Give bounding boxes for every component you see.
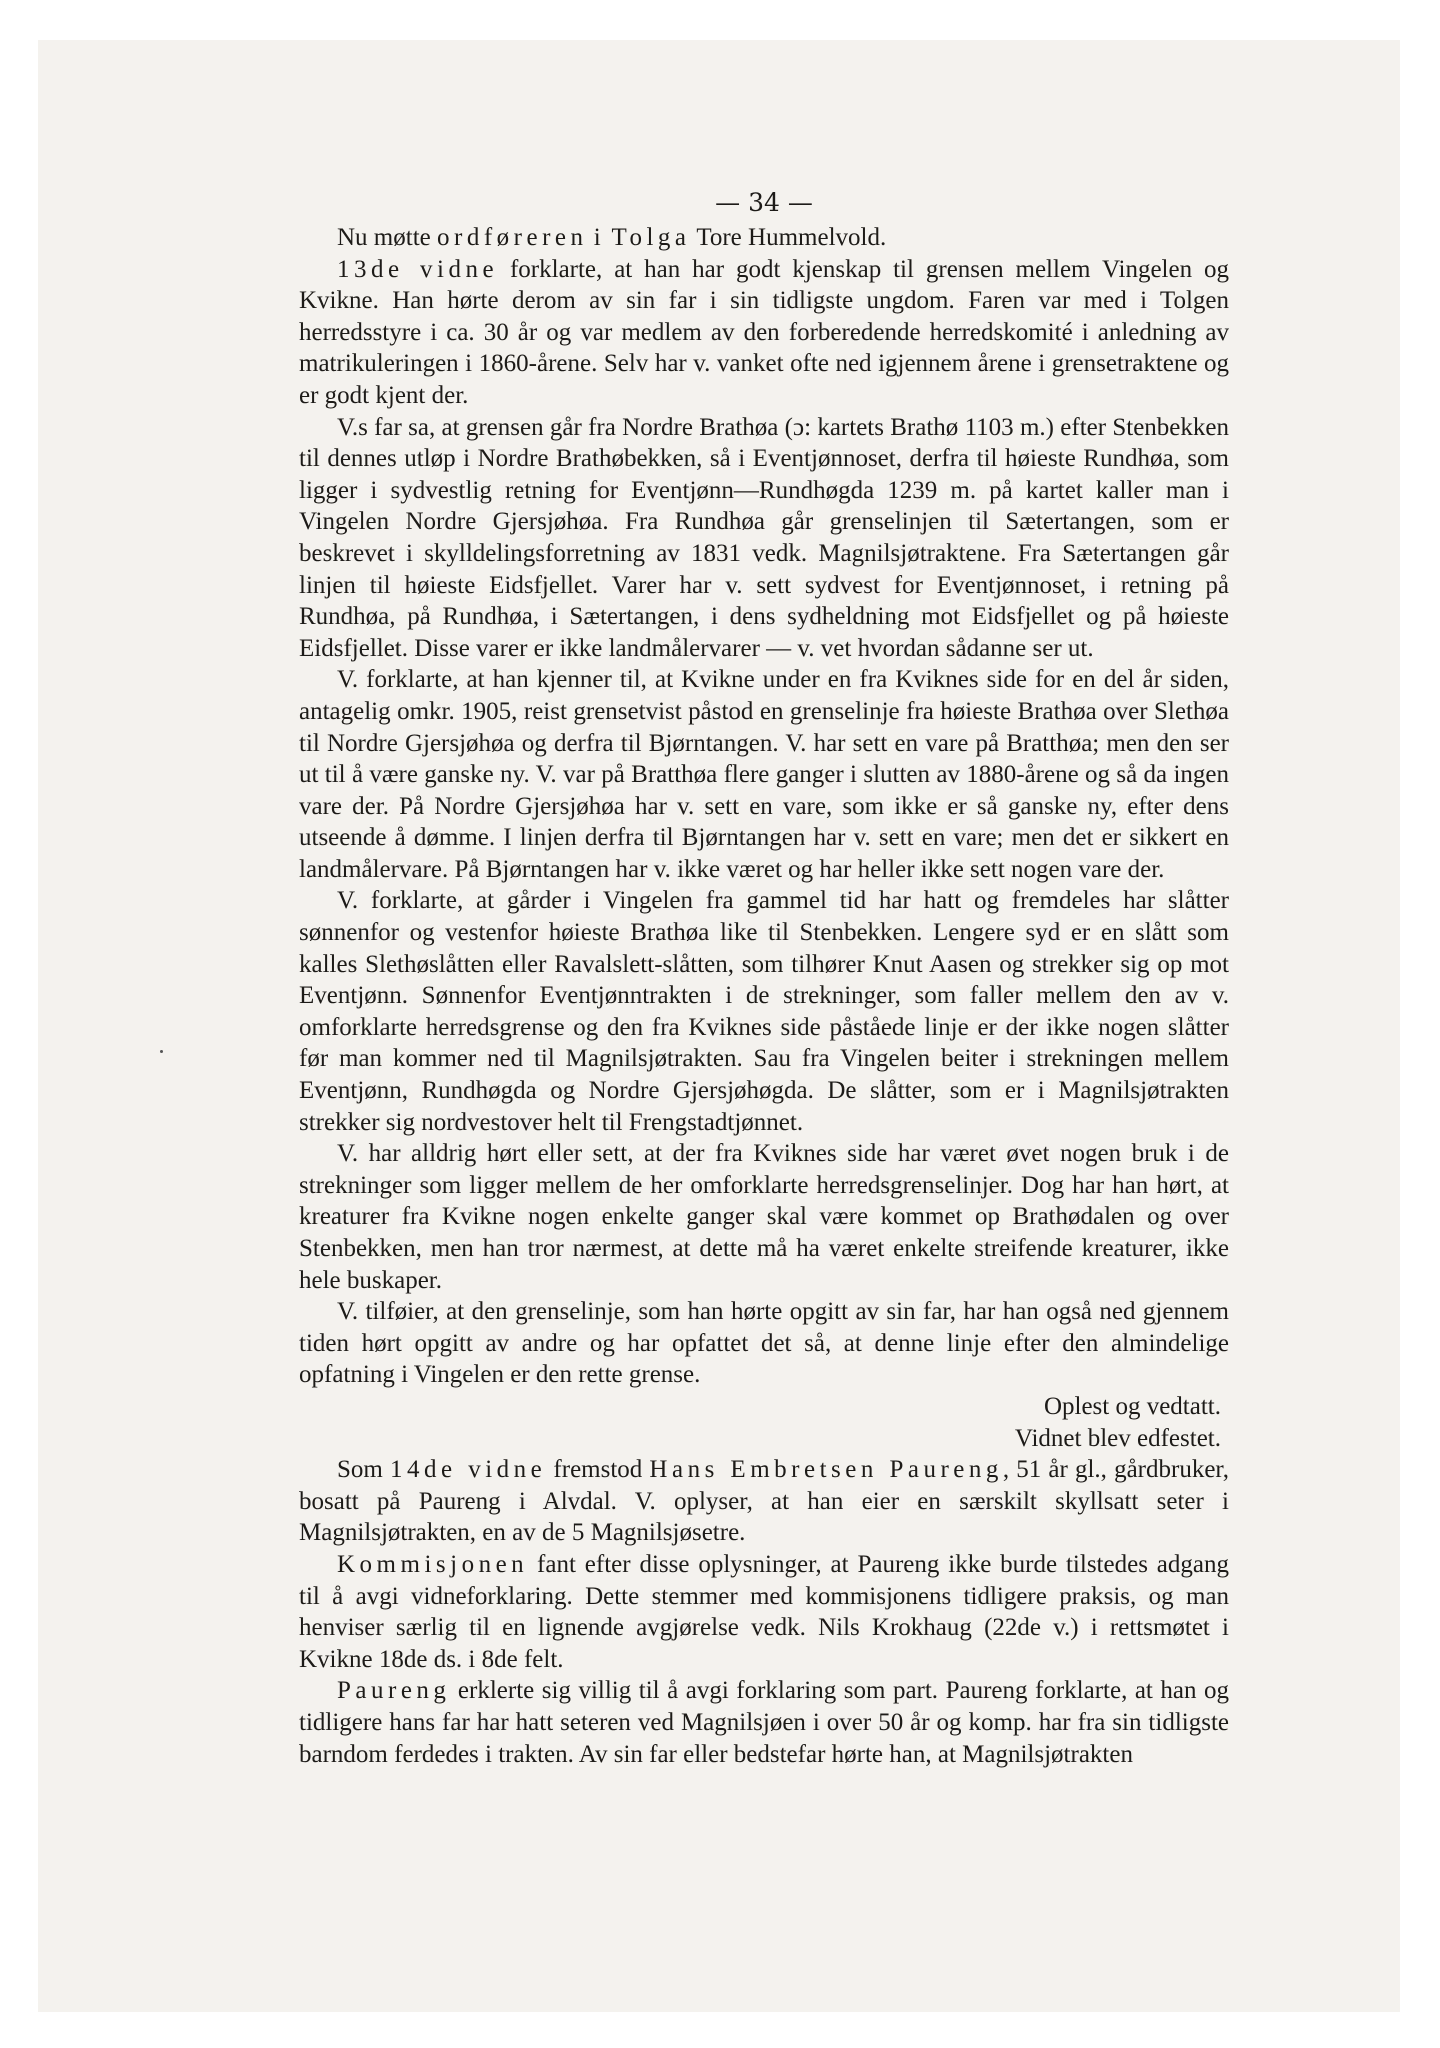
document-body: [299, 222, 1229, 1770]
spaced-emphasis: ordføreren: [437, 224, 588, 251]
spaced-emphasis: Paureng: [337, 1677, 451, 1705]
paragraph: [299, 1296, 1229, 1391]
paragraph: [299, 412, 1229, 665]
page-number: — 34 —: [715, 188, 813, 217]
paragraph: [299, 885, 1229, 1138]
text-run: V. tilføier, at den grenselinje, som han hørte opgitt av sin far, har han også ned gjennem tiden hørt opgitt av andre og har opfattet det så, at denne linje efter den almindelige opfatning i Vingelen er den rette grense.: [299, 1298, 1229, 1389]
paragraph: [299, 1454, 1229, 1549]
text-run: fant efter disse oplysninger, at Paureng ikke burde tilstedes adgang til å avgi vidneforklaring. Dette stemmer med kommisjonens tidligere praksis, og man henviser særlig til en lignende avgjørelse vedk. Nils Krokhaug (22de v.) i rettsmøtet i Kvikne 18de ds. i 8de felt.: [299, 1550, 1229, 1673]
paragraph: [299, 664, 1229, 885]
text-run: fremstod: [546, 1456, 650, 1484]
spaced-emphasis: i: [593, 224, 606, 251]
text-run: erklerte sig villig til å avgi forklaring som part. Paureng forklarte, at han og tidligere hans far har hatt seteren ved Magnilsjøen i over 50 år og komp. har fra sin tidligste barndom ferdedes i trakten. Av sin far eller bedstefar hørte han, at Magnilsjøtrakten: [299, 1677, 1229, 1768]
paragraph: [299, 222, 1229, 254]
spaced-emphasis: Tolga: [611, 224, 691, 251]
closing-line: [299, 1423, 1229, 1455]
text-run: forklarte, at han har godt kjenskap til grensen mellem Vingelen og Kvikne. Han hørte derom av sin far i sin tidligste ungdom. Faren var med i Tolgen herredsstyre i ca. 30 år og var medlem av den forberedende herredskomité i anledning av matrikuleringen i 1860-årene. Selv har v. vanket ofte ned igjennem årene i grensetraktene og er godt kjent der.: [299, 255, 1230, 409]
closing-line: [299, 1391, 1229, 1423]
text-run: Nu møtte: [337, 224, 437, 251]
text-run: Som: [337, 1456, 390, 1484]
text-run: Oplest og vedtatt.: [1043, 1392, 1221, 1420]
paragraph: [299, 254, 1229, 412]
text-run: V.s far sa, at grensen går fra Nordre Brathøa (ɔ: kartets Brathø 1103 m.) efter Stenbekken til dennes utløp i Nordre Brathøbekken, så i Eventjønnoset, derfra til høieste Rundhøa, som ligger i sydvestlig retning for Eventjønn—Rundhøgda 1239 m. på kartet kaller man i Vingelen Nordre Gjersjøhøa. Fra Rundhøa går grenselinjen til Sætertangen, som er beskrevet i skylldelingsforretning av 1831 vedk. Magnilsjøtraktene. Fra Sætertangen går linjen til høieste Eidsfjellet. Varer har v. sett sydvest for Eventjønnoset, i retning på Rundhøa, på Rundhøa, i Sætertangen, i dens sydheldning mot Eidsfjellet og på høieste Eidsfjellet. Disse varer er ikke landmålervarer — v. vet hvordan sådanne ser ut.: [299, 413, 1229, 662]
text-run: V. forklarte, at gårder i Vingelen fra gammel tid har hatt og fremdeles har slåtter sønnenfor og vestenfor høieste Brathøa like til Stenbekken. Lengere syd er en slått som kalles Slethøslåtten eller Ravalslett-slåtten, som tilhører Knut Aasen og strekker sig op mot Eventjønn. Sønnenfor Eventjønntrakten i de strekninger, som faller mellem den av v. omforklarte herredsgrense og den fra Kviknes side påståede linje er der ikke nogen slåtter før man kommer ned til Magnilsjøtrakten. Sau fra Vingelen beiter i strekningen mellem Eventjønn, Rundhøgda og Nordre Gjersjøhøgda. De slåtter, som er i Magnilsjøtrakten strekker sig nordvestover helt til Frengstadtjønnet.: [299, 887, 1229, 1136]
text-run: , 51 år gl., gårdbruker, bosatt på Paureng i Alvdal. V. oplyser, at han eier en særskilt skyllsatt seter i Magnilsjøtrakten, en av de 5 Magnilsjøsetre.: [299, 1456, 1229, 1547]
spaced-emphasis: 14de vidne: [390, 1456, 547, 1484]
text-run: Vidnet blev edfestet.: [1014, 1424, 1221, 1452]
text-run: Tore Hummelvold.: [690, 224, 887, 251]
spaced-emphasis: Hans Embretsen Paureng: [649, 1456, 1003, 1484]
text-run: V. forklarte, at han kjenner til, at Kvikne under en fra Kviknes side for en del år siden, antagelig omkr. 1905, reist grensetvist påstod en grenselinje fra høieste Brathøa over Slethøa til Nordre Gjersjøhøa og derfra til Bjørntangen. V. har sett en vare på Bratthøa; men den ser ut til å være ganske ny. V. var på Bratthøa flere ganger i slutten av 1880-årene og så da ingen vare der. På Nordre Gjersjøhøa har v. sett en vare, som ikke er så ganske ny, efter dens utseende å dømme. I linjen derfra til Bjørntangen har v. sett en vare; men det er sikkert en landmålervare. På Bjørntangen har v. ikke været og har heller ikke sett nogen vare der.: [299, 666, 1229, 883]
paragraph: [299, 1138, 1229, 1296]
spaced-emphasis: Kommisjonen: [337, 1550, 529, 1578]
text-run: V. har alldrig hørt eller sett, at der fra Kviknes side har været øvet nogen bruk i de strekninger som ligger mellem de her omforklarte herredsgrenselinjer. Dog har han hørt, at kreaturer fra Kvikne nogen enkelte ganger skal være kommet op Brathødalen og over Stenbekken, men han tror nærmest, at dette må ha været enkelte streifende kreaturer, ikke hele buskaper.: [299, 1140, 1229, 1294]
paragraph: [299, 1675, 1229, 1770]
margin-mark: [160, 1050, 163, 1053]
spaced-emphasis: 13de vidne: [337, 255, 499, 283]
paragraph: [299, 1549, 1229, 1675]
